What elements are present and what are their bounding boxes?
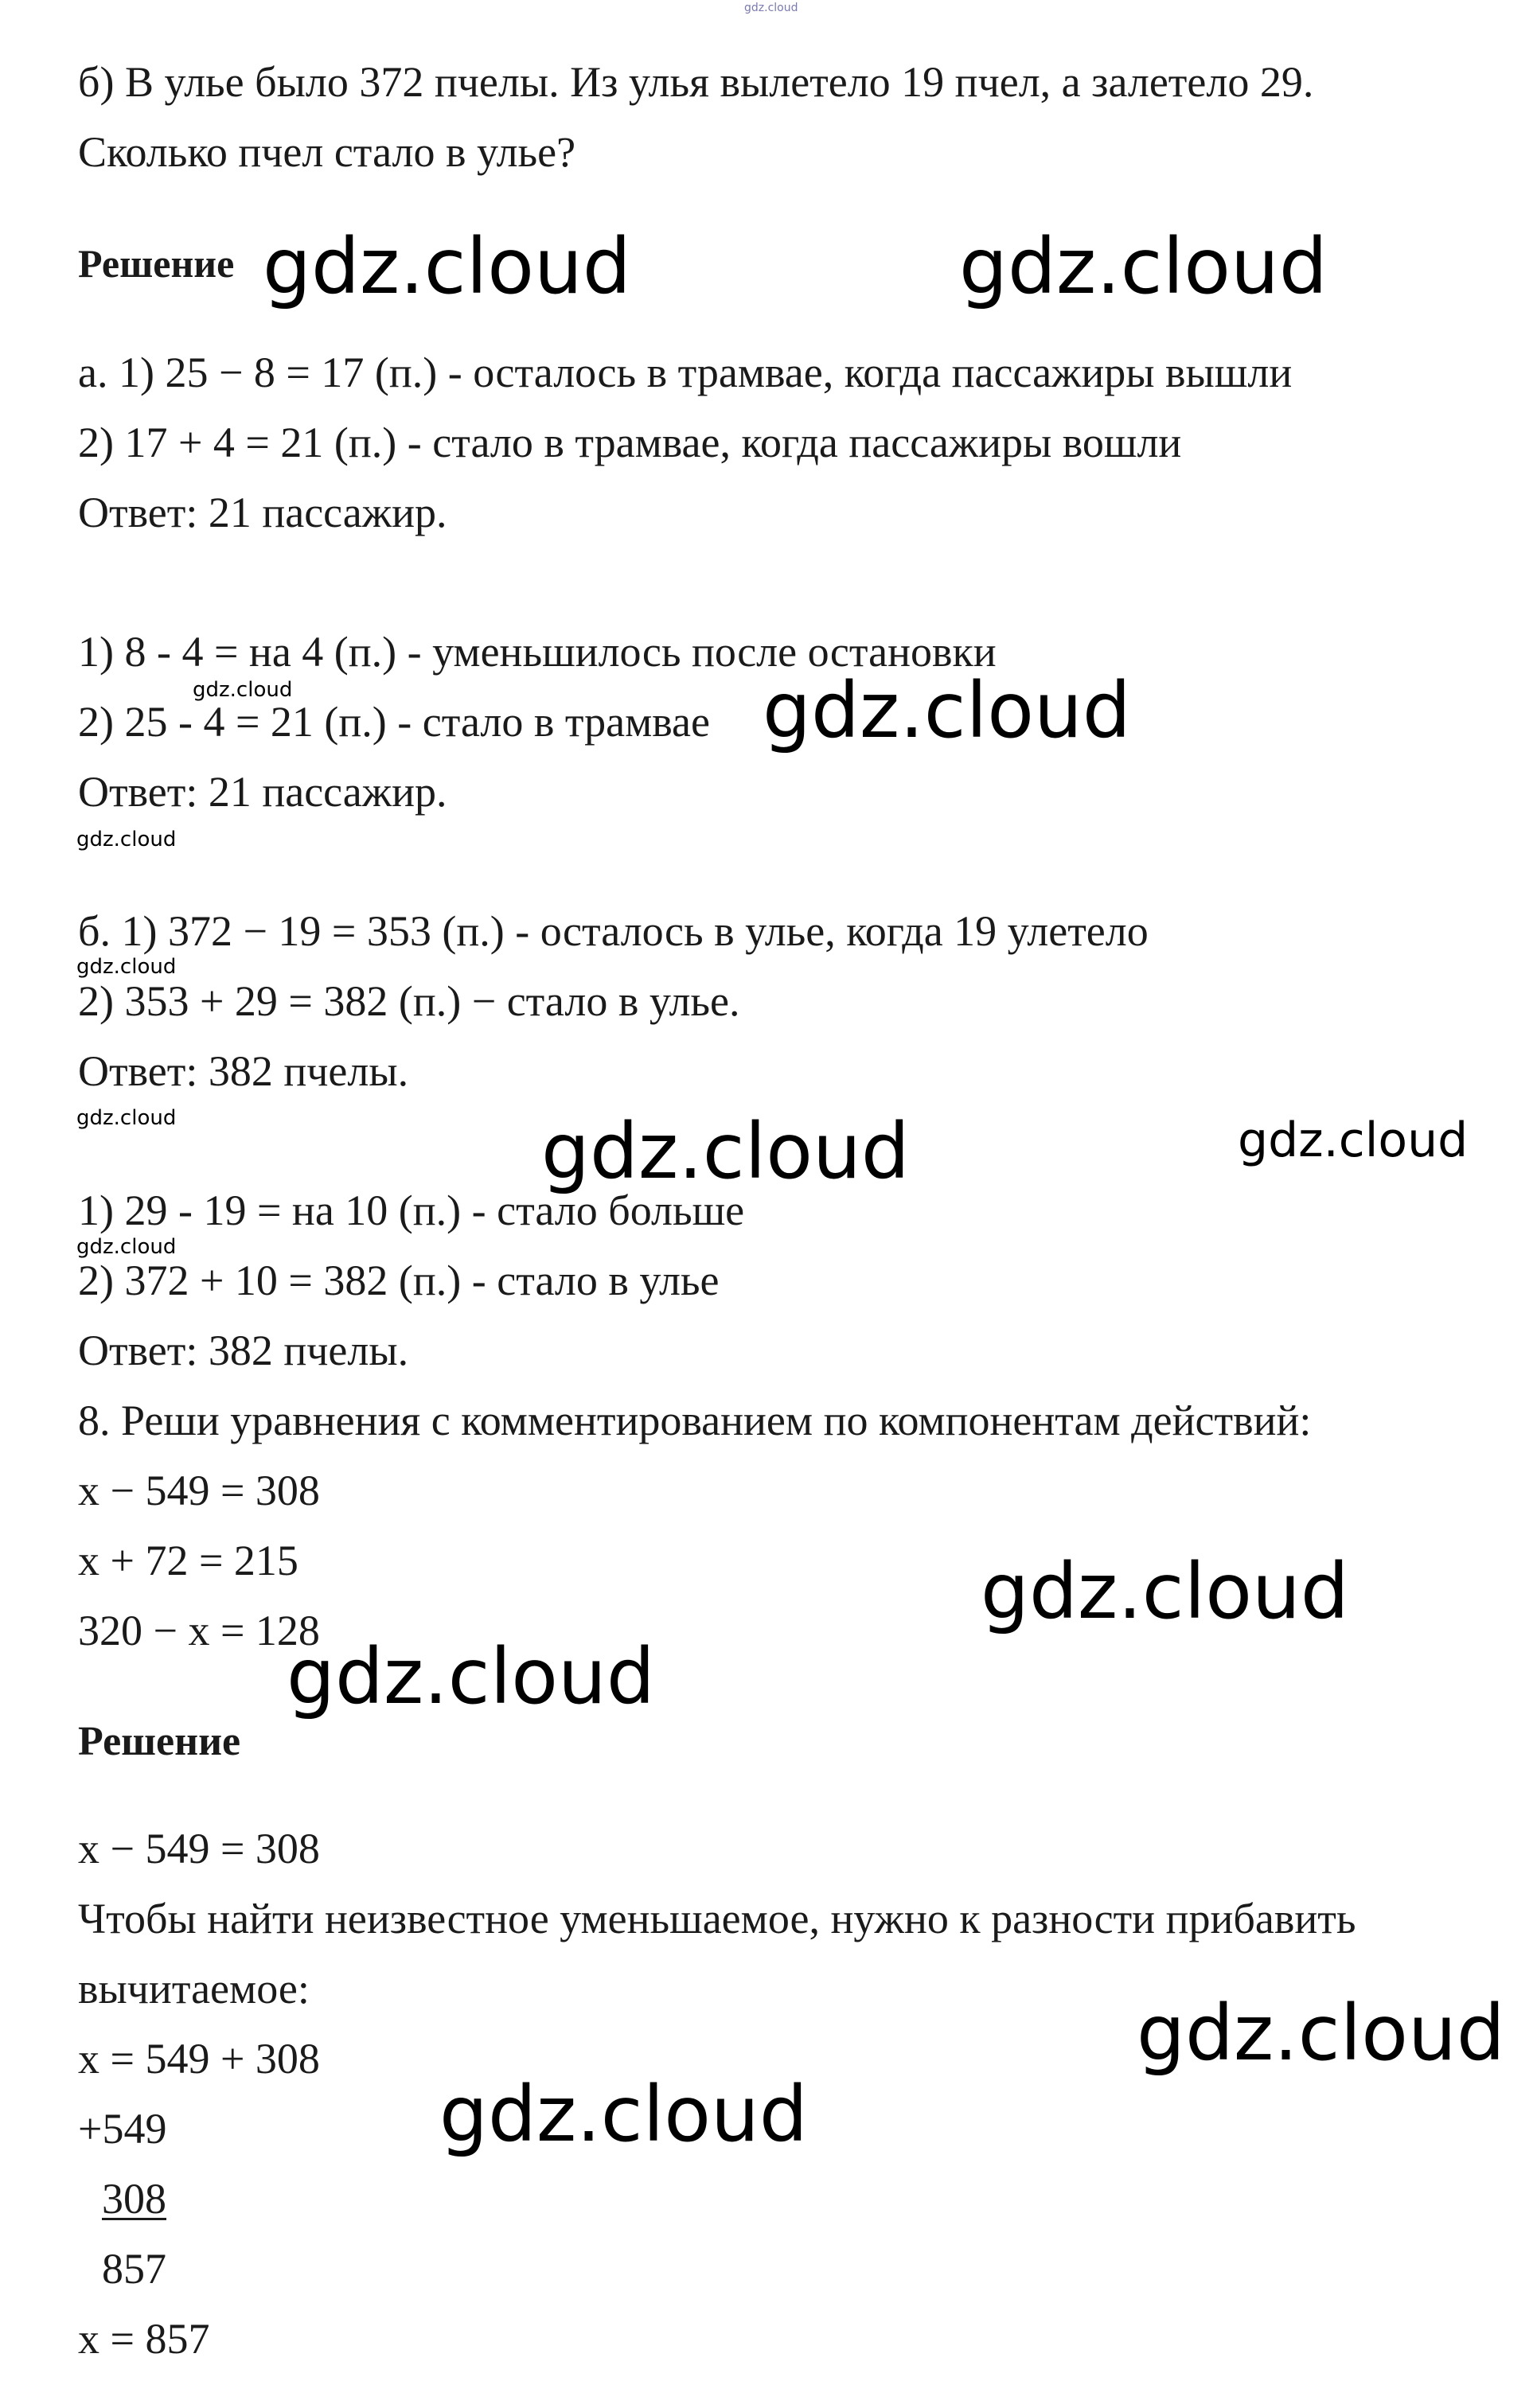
solution-expression: x = 549 + 308 bbox=[78, 2035, 320, 2083]
watermark-9: gdz.cloud bbox=[1238, 1112, 1469, 1168]
b-alt-step-2: 2) 372 + 10 = 382 (п.) - стало в улье bbox=[78, 1257, 720, 1304]
solution-result: x = 857 bbox=[78, 2315, 210, 2363]
watermark-2: gdz.cloud bbox=[959, 222, 1328, 311]
watermark-6: gdz.cloud bbox=[76, 955, 177, 979]
a-answer-2: Ответ: 21 пассажир. bbox=[78, 768, 447, 816]
b-answer-1: Ответ: 382 пчелы. bbox=[78, 1047, 409, 1095]
task-b-line-2: Сколько пчел стало в улье? bbox=[78, 128, 576, 176]
watermark-5: gdz.cloud bbox=[76, 828, 177, 851]
solution-equation-1: x − 549 = 308 bbox=[78, 1825, 320, 1872]
solution-heading: Решение bbox=[78, 241, 235, 286]
column-addend-2: 308 bbox=[102, 2175, 166, 2223]
watermark-10: gdz.cloud bbox=[76, 1235, 177, 1259]
watermark-top: gdz.cloud bbox=[744, 2, 798, 14]
rule-line-2: вычитаемое: bbox=[78, 1965, 310, 2013]
watermark-11: gdz.cloud bbox=[981, 1547, 1349, 1636]
b-step-1: б. 1) 372 − 19 = 353 (п.) - осталось в улье, когда 19 улетело bbox=[78, 907, 1149, 955]
watermark-12: gdz.cloud bbox=[287, 1632, 655, 1721]
b-step-2: 2) 353 + 29 = 382 (п.) − стало в улье. bbox=[78, 977, 740, 1025]
a-alt-step-1: 1) 8 - 4 = на 4 (п.) - уменьшилось после остановки bbox=[78, 628, 997, 676]
a-step-1: а. 1) 25 − 8 = 17 (п.) - осталось в трамвае, когда пассажиры вышли bbox=[78, 349, 1293, 396]
equation-1: x − 549 = 308 bbox=[78, 1467, 320, 1514]
watermark-3: gdz.cloud bbox=[193, 678, 293, 702]
equation-3: 320 − x = 128 bbox=[78, 1607, 320, 1654]
b-answer-2: Ответ: 382 пчелы. bbox=[78, 1327, 409, 1374]
watermark-14: gdz.cloud bbox=[439, 2070, 808, 2159]
watermark-1: gdz.cloud bbox=[263, 222, 631, 311]
watermark-7: gdz.cloud bbox=[76, 1106, 177, 1130]
watermark-4: gdz.cloud bbox=[763, 666, 1131, 755]
a-alt-step-2: 2) 25 - 4 = 21 (п.) - стало в трамвае bbox=[78, 698, 710, 746]
solution-heading-2: Решение bbox=[78, 1719, 241, 1764]
column-sum: 857 bbox=[102, 2245, 166, 2293]
rule-line-1: Чтобы найти неизвестное уменьшаемое, нужно к разности прибавить bbox=[78, 1895, 1356, 1942]
watermark-13: gdz.cloud bbox=[1137, 1989, 1505, 2078]
task-b-line-1: б) В улье было 372 пчелы. Из улья вылетело 19 пчел, а залетело 29. bbox=[78, 58, 1314, 106]
column-addend-1: +549 bbox=[78, 2105, 167, 2153]
task-8-title: 8. Реши уравнения с комментированием по компонентам действий: bbox=[78, 1397, 1312, 1444]
a-answer-1: Ответ: 21 пассажир. bbox=[78, 489, 447, 536]
a-step-2: 2) 17 + 4 = 21 (п.) - стало в трамвае, когда пассажиры вошли bbox=[78, 419, 1182, 466]
equation-2: x + 72 = 215 bbox=[78, 1537, 298, 1584]
watermark-8: gdz.cloud bbox=[541, 1107, 910, 1196]
b-alt-step-1: 1) 29 - 19 = на 10 (п.) - стало больше bbox=[78, 1186, 745, 1234]
